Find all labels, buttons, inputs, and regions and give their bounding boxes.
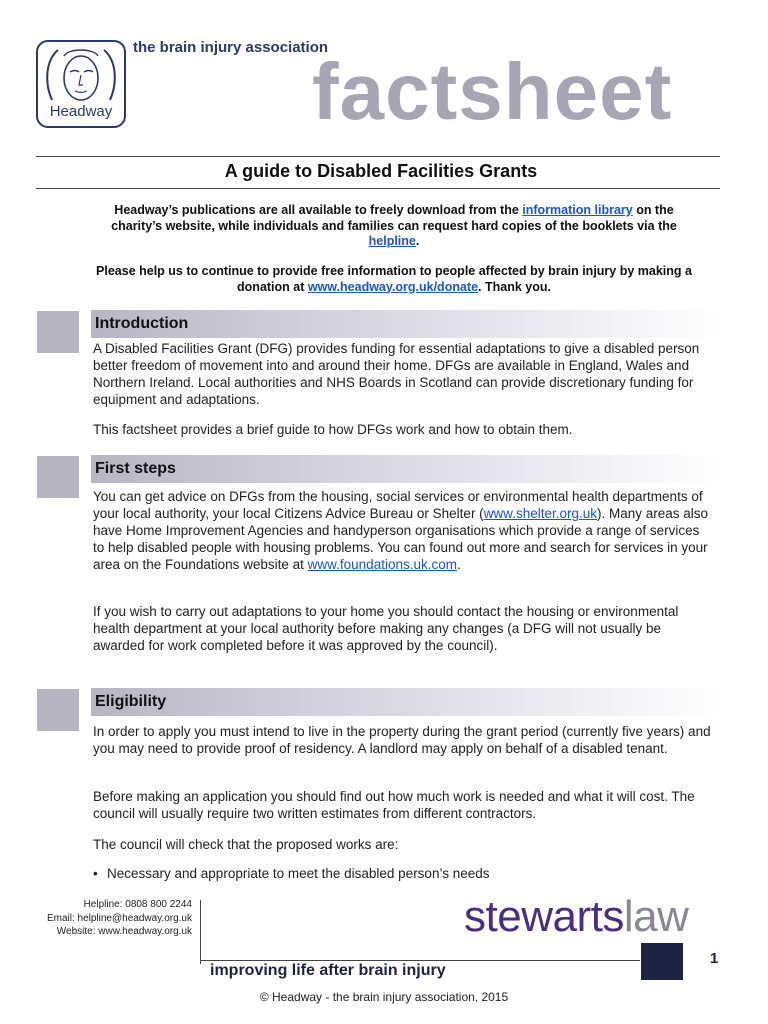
logo-text: Headway [49, 103, 113, 120]
first-steps-paragraph-1 [93, 488, 713, 573]
intro-paragraph-2: This factsheet provides a brief guide to how DFGs work and how to obtain them. [93, 422, 573, 437]
footer-divider-vertical [200, 900, 201, 964]
first-steps-paragraph-2: If you wish to carry out adaptations to your home you should contact the housing or environmental health department at your local authority before making any changes (a DFG will not usually be awarded for work completed before it was approved by the council). [93, 604, 679, 653]
section-heading-introduction: Introduction [91, 310, 722, 338]
donate-text: Please help us to continue to provide free information to people affected by brain injury by making a donation at [96, 264, 692, 294]
page-title: A guide to Disabled Facilities Grants [224, 161, 538, 181]
first-steps-text-cont: ). Many areas also have Home Improvement Agencies and handyperson organisations which provide a range of services to help disabled people with housing problems. You can found out more and search for services in your area on the Foundations website at [93, 506, 709, 572]
section-heading-eligibility: Eligibility [91, 688, 722, 716]
section-marker [37, 689, 79, 731]
section-marker [37, 311, 79, 353]
first-steps-text: You can get advice on DFGs from the housing, social services or environmental health departments of your local authority, your local Citizens Advice Bureau or Shelter ( [93, 489, 703, 521]
section-marker [37, 456, 79, 498]
eligibility-bullet [93, 866, 490, 881]
helpline-email[interactable]: Email: helpline@headway.org.uk [46, 912, 192, 924]
publications-notice [94, 203, 694, 250]
copyright: © Headway - the brain injury association, 2015 [259, 990, 509, 1004]
factsheet-label: factsheet [312, 47, 673, 136]
footer-accent-block [641, 943, 683, 980]
slogan: improving life after brain injury [210, 962, 446, 979]
donate-link[interactable]: www.headway.org.uk/donate [307, 279, 479, 294]
sponsor-name-light: law [623, 892, 689, 941]
sponsor-name-bold: stewarts [464, 892, 624, 941]
tagline: the brain injury association [133, 39, 329, 56]
headway-logo [36, 40, 126, 128]
helpline-number: Helpline: 0808 800 2244 [83, 899, 192, 910]
section-heading-first-steps: First steps [91, 455, 722, 483]
donation-notice [94, 264, 694, 295]
donate-text-end: . Thank you. [478, 279, 551, 294]
first-steps-text-end: . [456, 557, 461, 572]
notice-text-cont: on the charity’s website, while individuals and families can request hard copies of the booklets via the [111, 203, 677, 233]
title-rule-top [36, 156, 720, 157]
shelter-link[interactable]: www.shelter.org.uk [483, 506, 597, 521]
bullet-text: Necessary and appropriate to meet the disabled person’s needs [107, 866, 490, 881]
title-rule-bottom [36, 188, 720, 189]
eligibility-paragraph-1: In order to apply you must intend to live in the property during the grant period (currently five years) and you may need to provide proof of residency. A landlord may apply on behalf of a disabled tenant. [93, 724, 711, 756]
eligibility-paragraph-3: The council will check that the proposed works are: [93, 837, 399, 852]
page-number: 1 [710, 950, 719, 967]
eligibility-paragraph-2: Before making an application you should find out how much work is needed and what it will cost. The council will usually require two written estimates from different contractors. [93, 789, 695, 821]
website-address[interactable]: Website: www.headway.org.uk [56, 926, 192, 937]
contact-details [47, 898, 192, 939]
sponsor-logo [464, 892, 689, 941]
helpline-link[interactable]: helpline [368, 234, 416, 248]
notice-text: Headway’s publications are all available to freely download from the [114, 203, 523, 217]
bullet-icon: • [93, 866, 98, 881]
intro-paragraph-1: A Disabled Facilities Grant (DFG) provides funding for essential adaptations to give a disabled person better freedom of movement into and around their home. DFGs are available in England, Wales and Northern Ireland. Local authorities and NHS Boards in Scotland can provide discretionary funding for equipment and adaptations. [93, 341, 700, 407]
information-library-link[interactable]: information library [522, 203, 633, 217]
footer-divider-horizontal [200, 960, 640, 961]
notice-text-end: . [415, 234, 420, 248]
foundations-link[interactable]: www.foundations.uk.com [307, 557, 457, 572]
